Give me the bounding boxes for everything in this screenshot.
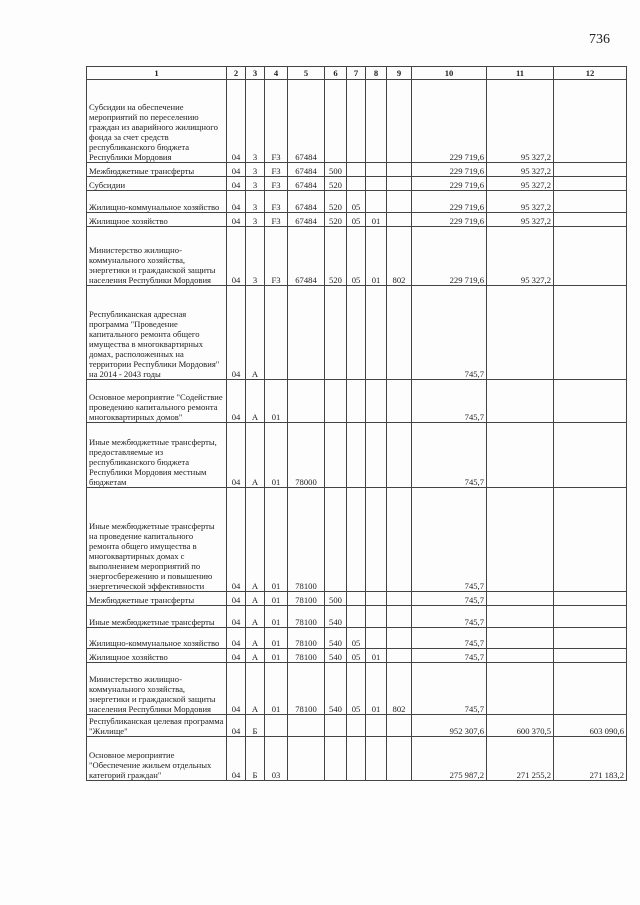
row-cell-c3: 3: [246, 80, 265, 163]
col-header: 5: [288, 67, 325, 80]
row-cell-c12: [554, 488, 627, 592]
row-cell-c12: [554, 213, 627, 227]
row-cell-c7: 05: [347, 649, 366, 663]
row-cell-c5: [288, 380, 325, 423]
col-header: 3: [246, 67, 265, 80]
row-cell-c4: 01: [265, 423, 288, 488]
row-cell-c4: 01: [265, 592, 288, 606]
row-cell-c9: [387, 606, 412, 628]
row-cell-c3: А: [246, 663, 265, 715]
table-row: [87, 488, 627, 592]
row-name-cell: Министерство жилищно-коммунального хозяйства, энергетики и гражданской защиты населения Республики Мордовия: [87, 227, 227, 286]
row-cell-c5: 67484: [288, 177, 325, 191]
row-cell-c3: А: [246, 286, 265, 380]
row-cell-c4: 01: [265, 488, 288, 592]
row-cell-c6: 540: [325, 663, 347, 715]
row-name-cell: Иные межбюджетные трансферты, предоставляемые из республиканского бюджета Республики Мордовия местным бюджетам: [87, 423, 227, 488]
row-cell-c3: Б: [246, 737, 265, 781]
row-cell-c2: 04: [227, 191, 246, 213]
table-row: [87, 592, 627, 606]
row-cell-c12: [554, 663, 627, 715]
row-cell-c5: 67484: [288, 191, 325, 213]
col-header: 11: [487, 67, 554, 80]
row-cell-c11: 95 327,2: [487, 227, 554, 286]
row-cell-c8: [366, 628, 387, 649]
row-cell-c6: 500: [325, 163, 347, 177]
row-cell-c6: 520: [325, 227, 347, 286]
row-cell-c11: [487, 592, 554, 606]
row-cell-c4: 01: [265, 380, 288, 423]
table-row: [87, 663, 627, 715]
row-cell-c8: [366, 488, 387, 592]
row-name-cell: Межбюджетные трансферты: [87, 163, 227, 177]
row-cell-c10: 745,7: [412, 423, 487, 488]
row-cell-c8: 01: [366, 227, 387, 286]
table-row: [87, 286, 627, 380]
row-cell-c10: 229 719,6: [412, 177, 487, 191]
row-cell-c12: [554, 380, 627, 423]
row-cell-c12: [554, 606, 627, 628]
row-cell-c5: 67484: [288, 227, 325, 286]
row-cell-c6: [325, 423, 347, 488]
row-cell-c3: 3: [246, 177, 265, 191]
row-name-cell: Республиканская целевая программа "Жилище": [87, 715, 227, 737]
row-cell-c10: 229 719,6: [412, 80, 487, 163]
row-cell-c8: [366, 606, 387, 628]
row-name-cell: Жилищно-коммунальное хозяйство: [87, 628, 227, 649]
row-cell-c6: 520: [325, 213, 347, 227]
row-cell-c2: 04: [227, 380, 246, 423]
row-cell-c4: 01: [265, 649, 288, 663]
col-header: 6: [325, 67, 347, 80]
row-cell-c9: [387, 715, 412, 737]
row-cell-c2: 04: [227, 715, 246, 737]
row-cell-c9: [387, 737, 412, 781]
row-cell-c10: 745,7: [412, 488, 487, 592]
row-cell-c11: [487, 606, 554, 628]
row-cell-c7: 05: [347, 628, 366, 649]
row-cell-c8: [366, 423, 387, 488]
row-cell-c3: 3: [246, 213, 265, 227]
row-cell-c8: 01: [366, 649, 387, 663]
row-cell-c4: [265, 715, 288, 737]
row-cell-c2: 04: [227, 663, 246, 715]
row-cell-c5: [288, 286, 325, 380]
table-row: [87, 191, 627, 213]
row-cell-c9: [387, 213, 412, 227]
row-cell-c5: 78100: [288, 488, 325, 592]
row-cell-c10: 229 719,6: [412, 163, 487, 177]
row-cell-c3: А: [246, 649, 265, 663]
table-row: [87, 423, 627, 488]
row-cell-c2: 04: [227, 163, 246, 177]
row-cell-c10: 229 719,6: [412, 213, 487, 227]
row-cell-c9: [387, 592, 412, 606]
row-cell-c11: 95 327,2: [487, 80, 554, 163]
row-cell-c4: F3: [265, 163, 288, 177]
row-cell-c9: [387, 488, 412, 592]
row-cell-c6: [325, 286, 347, 380]
row-cell-c7: [347, 423, 366, 488]
row-cell-c2: 04: [227, 606, 246, 628]
row-cell-c5: 67484: [288, 213, 325, 227]
row-cell-c10: 952 307,6: [412, 715, 487, 737]
row-cell-c7: [347, 737, 366, 781]
row-cell-c3: А: [246, 380, 265, 423]
row-cell-c7: [347, 592, 366, 606]
row-cell-c3: А: [246, 423, 265, 488]
row-cell-c10: 745,7: [412, 606, 487, 628]
row-cell-c12: [554, 191, 627, 213]
row-cell-c2: 04: [227, 628, 246, 649]
row-name-cell: Межбюджетные трансферты: [87, 592, 227, 606]
row-cell-c5: [288, 715, 325, 737]
row-cell-c10: 229 719,6: [412, 227, 487, 286]
row-cell-c11: [487, 286, 554, 380]
row-name-cell: Жилищно-коммунальное хозяйство: [87, 191, 227, 213]
row-cell-c5: 78100: [288, 663, 325, 715]
row-cell-c10: 745,7: [412, 286, 487, 380]
row-cell-c5: 67484: [288, 163, 325, 177]
row-cell-c9: [387, 649, 412, 663]
row-cell-c7: [347, 488, 366, 592]
table-row: [87, 649, 627, 663]
row-cell-c5: 78100: [288, 592, 325, 606]
row-cell-c6: 540: [325, 628, 347, 649]
row-cell-c12: [554, 423, 627, 488]
table-row: [87, 163, 627, 177]
row-cell-c3: 3: [246, 227, 265, 286]
row-cell-c7: [347, 163, 366, 177]
row-cell-c12: 271 183,2: [554, 737, 627, 781]
row-cell-c5: 67484: [288, 80, 325, 163]
table-row: [87, 628, 627, 649]
row-cell-c5: 78100: [288, 606, 325, 628]
row-cell-c8: [366, 191, 387, 213]
row-cell-c7: [347, 715, 366, 737]
row-cell-c4: 01: [265, 663, 288, 715]
row-cell-c2: 04: [227, 286, 246, 380]
row-cell-c8: [366, 286, 387, 380]
row-cell-c4: F3: [265, 80, 288, 163]
row-cell-c11: 95 327,2: [487, 177, 554, 191]
page-number: 736: [589, 32, 610, 47]
row-name-cell: Иные межбюджетные трансферты на проведение капитального ремонта общего имущества в многоквартирных домах с выполнением мероприятий по энергосбережению и повышению энергетической эффективности: [87, 488, 227, 592]
row-cell-c9: 802: [387, 663, 412, 715]
row-cell-c11: [487, 423, 554, 488]
col-header: 2: [227, 67, 246, 80]
row-cell-c4: F3: [265, 177, 288, 191]
row-cell-c2: 04: [227, 592, 246, 606]
row-cell-c3: А: [246, 606, 265, 628]
table-row: [87, 606, 627, 628]
row-cell-c12: [554, 592, 627, 606]
row-cell-c8: 01: [366, 663, 387, 715]
col-header: 8: [366, 67, 387, 80]
row-cell-c9: [387, 628, 412, 649]
row-cell-c7: [347, 80, 366, 163]
col-header: 10: [412, 67, 487, 80]
row-name-cell: Жилищное хозяйство: [87, 649, 227, 663]
row-cell-c7: 05: [347, 213, 366, 227]
row-cell-c12: [554, 649, 627, 663]
row-cell-c11: [487, 380, 554, 423]
row-cell-c6: 540: [325, 649, 347, 663]
row-cell-c10: 275 987,2: [412, 737, 487, 781]
row-cell-c6: 540: [325, 606, 347, 628]
row-name-cell: Республиканская адресная программа "Проведение капитального ремонта общего имущества в многоквартирных домах, расположенных на территории Республики Мордовия" на 2014 - 2043 годы: [87, 286, 227, 380]
row-cell-c2: 04: [227, 177, 246, 191]
row-cell-c10: 745,7: [412, 628, 487, 649]
row-cell-c4: F3: [265, 227, 288, 286]
row-cell-c9: [387, 380, 412, 423]
row-cell-c4: [265, 286, 288, 380]
row-cell-c3: 3: [246, 191, 265, 213]
row-cell-c12: [554, 80, 627, 163]
row-cell-c6: [325, 380, 347, 423]
row-cell-c7: [347, 177, 366, 191]
row-cell-c6: [325, 715, 347, 737]
row-cell-c12: [554, 227, 627, 286]
row-cell-c10: 229 719,6: [412, 191, 487, 213]
col-header: 4: [265, 67, 288, 80]
row-name-cell: Субсидии на обеспечение мероприятий по переселению граждан из аварийного жилищного фонда за счет средств республиканского бюджета Республики Мордовия: [87, 80, 227, 163]
row-cell-c11: [487, 628, 554, 649]
row-cell-c7: [347, 606, 366, 628]
row-cell-c3: А: [246, 488, 265, 592]
row-cell-c11: [487, 488, 554, 592]
row-cell-c12: [554, 163, 627, 177]
row-cell-c2: 04: [227, 488, 246, 592]
header-row: [87, 67, 627, 80]
row-cell-c2: 04: [227, 737, 246, 781]
row-name-cell: Основное мероприятие "Содействие проведению капитального ремонта многоквартирных домов": [87, 380, 227, 423]
row-cell-c6: [325, 488, 347, 592]
row-cell-c4: 01: [265, 606, 288, 628]
row-cell-c10: 745,7: [412, 649, 487, 663]
table-row: [87, 213, 627, 227]
row-cell-c9: [387, 177, 412, 191]
row-cell-c9: [387, 286, 412, 380]
row-name-cell: Министерство жилищно-коммунального хозяйства, энергетики и гражданской защиты населения Республики Мордовия: [87, 663, 227, 715]
row-cell-c11: [487, 663, 554, 715]
row-cell-c8: [366, 163, 387, 177]
row-cell-c7: [347, 380, 366, 423]
row-cell-c2: 04: [227, 80, 246, 163]
col-header: 7: [347, 67, 366, 80]
row-cell-c7: [347, 286, 366, 380]
row-cell-c8: [366, 592, 387, 606]
row-cell-c8: 01: [366, 213, 387, 227]
row-cell-c12: [554, 177, 627, 191]
row-cell-c11: 600 370,5: [487, 715, 554, 737]
row-cell-c6: 500: [325, 592, 347, 606]
row-cell-c7: 05: [347, 191, 366, 213]
row-cell-c11: 271 255,2: [487, 737, 554, 781]
row-cell-c7: 05: [347, 663, 366, 715]
table-row: [87, 380, 627, 423]
row-cell-c3: А: [246, 592, 265, 606]
row-cell-c8: [366, 380, 387, 423]
row-cell-c2: 04: [227, 213, 246, 227]
row-cell-c6: 520: [325, 177, 347, 191]
table-row: [87, 177, 627, 191]
row-cell-c6: 520: [325, 191, 347, 213]
row-cell-c10: 745,7: [412, 592, 487, 606]
table-row: [87, 737, 627, 781]
col-header: 12: [554, 67, 627, 80]
row-cell-c11: 95 327,2: [487, 191, 554, 213]
row-cell-c9: [387, 80, 412, 163]
row-cell-c4: F3: [265, 213, 288, 227]
col-header: 9: [387, 67, 412, 80]
row-cell-c2: 04: [227, 423, 246, 488]
table-row: [87, 227, 627, 286]
row-cell-c8: [366, 737, 387, 781]
row-name-cell: Субсидии: [87, 177, 227, 191]
row-cell-c6: [325, 80, 347, 163]
row-cell-c8: [366, 715, 387, 737]
row-cell-c10: 745,7: [412, 380, 487, 423]
col-header: 1: [87, 67, 227, 80]
row-cell-c6: [325, 737, 347, 781]
row-cell-c9: 802: [387, 227, 412, 286]
row-cell-c11: 95 327,2: [487, 213, 554, 227]
table-row: [87, 715, 627, 737]
row-cell-c5: 78100: [288, 649, 325, 663]
row-cell-c8: [366, 177, 387, 191]
budget-table: [86, 66, 627, 781]
row-cell-c11: 95 327,2: [487, 163, 554, 177]
row-cell-c12: [554, 286, 627, 380]
row-cell-c8: [366, 80, 387, 163]
row-cell-c4: 03: [265, 737, 288, 781]
row-cell-c7: 05: [347, 227, 366, 286]
table-row: [87, 80, 627, 163]
row-cell-c3: 3: [246, 163, 265, 177]
row-cell-c5: [288, 737, 325, 781]
row-cell-c3: Б: [246, 715, 265, 737]
row-cell-c2: 04: [227, 649, 246, 663]
row-cell-c4: 01: [265, 628, 288, 649]
row-cell-c10: 745,7: [412, 663, 487, 715]
row-cell-c5: 78000: [288, 423, 325, 488]
row-cell-c2: 04: [227, 227, 246, 286]
row-cell-c4: F3: [265, 191, 288, 213]
row-cell-c5: 78100: [288, 628, 325, 649]
row-cell-c3: А: [246, 628, 265, 649]
row-cell-c11: [487, 649, 554, 663]
row-cell-c9: [387, 163, 412, 177]
row-cell-c9: [387, 191, 412, 213]
row-cell-c12: 603 090,6: [554, 715, 627, 737]
row-cell-c9: [387, 423, 412, 488]
row-name-cell: Жилищное хозяйство: [87, 213, 227, 227]
row-name-cell: Иные межбюджетные трансферты: [87, 606, 227, 628]
row-name-cell: Основное мероприятие "Обеспечение жильем отдельных категорий граждан": [87, 737, 227, 781]
row-cell-c12: [554, 628, 627, 649]
